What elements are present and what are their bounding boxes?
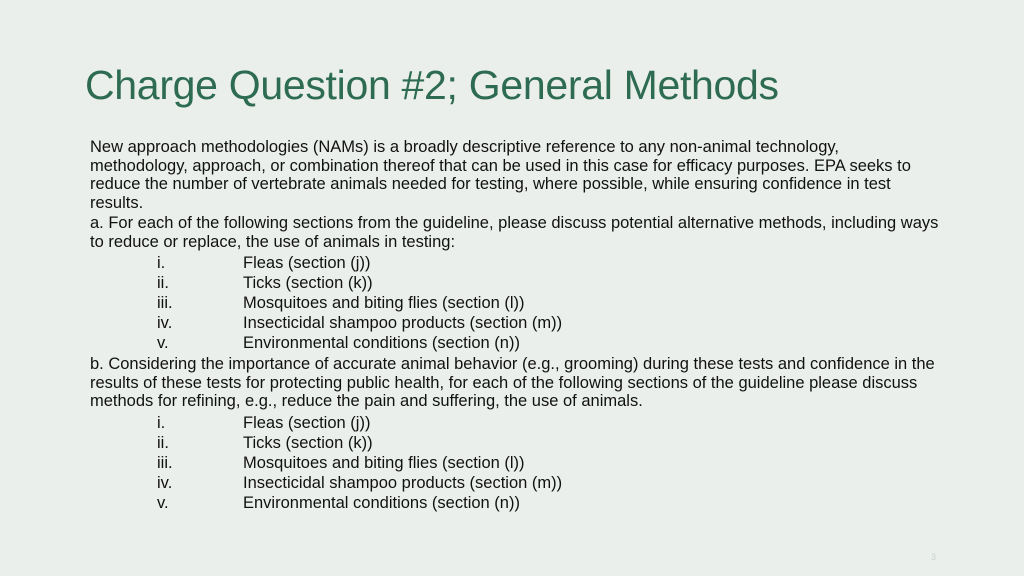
list-item-text: Fleas (section (j))	[243, 254, 371, 272]
list-a	[90, 253, 940, 353]
page-number: 3	[930, 552, 936, 562]
list-item-number: iii.	[157, 294, 173, 312]
list-item-text: Insecticidal shampoo products (section (m))	[243, 314, 563, 332]
list-b	[90, 413, 940, 513]
part-b-paragraph: b. Considering the importance of accurate animal behavior (e.g., grooming) during these tests and confidence in the results of these tests for protecting public health, for each of the following sections of the guideline please discuss methods for refining, e.g., reduce the pain and suffering, the use of animals.	[90, 355, 935, 410]
list-item	[90, 433, 940, 453]
list-item-text: Mosquitoes and biting flies (section (l))	[243, 294, 525, 312]
list-item	[90, 253, 940, 273]
list-item-number: iv.	[157, 473, 173, 492]
list-item-number: iv.	[157, 314, 173, 332]
list-item-text: Environmental conditions (section (n))	[243, 334, 520, 352]
list-item-number: v.	[157, 493, 169, 512]
list-item	[90, 313, 940, 333]
list-item-number: v.	[157, 334, 169, 352]
slide-title: Charge Question #2; General Methods	[85, 62, 779, 108]
list-item-number: ii.	[157, 274, 169, 292]
list-item-number: i.	[157, 254, 166, 272]
slide-body	[90, 138, 940, 515]
list-item	[90, 293, 940, 313]
list-item	[90, 473, 940, 493]
list-item-text: Insecticidal shampoo products (section (m))	[243, 473, 563, 492]
list-item-text: Mosquitoes and biting flies (section (l))	[243, 453, 525, 472]
list-item-text: Ticks (section (k))	[243, 433, 373, 452]
list-item	[90, 333, 940, 353]
list-item-text: Fleas (section (j))	[243, 413, 371, 432]
list-item	[90, 273, 940, 293]
list-item-number: ii.	[157, 433, 169, 452]
list-item-number: i.	[157, 413, 166, 432]
part-a-paragraph: a. For each of the following sections from the guideline, please discuss potential alternative methods, including ways to reduce or replace, the use of animals in testing:	[90, 214, 939, 251]
list-item	[90, 493, 940, 513]
list-item	[90, 453, 940, 473]
list-item-text: Environmental conditions (section (n))	[243, 493, 520, 512]
intro-paragraph: New approach methodologies (NAMs) is a broadly descriptive reference to any non-animal technology, methodology, approach, or combination thereof that can be used in this case for efficacy purposes. EPA seeks to reduce the number of vertebrate animals needed for testing, where possible, while ensuring confidence in test results.	[90, 138, 911, 212]
list-item-number: iii.	[157, 453, 173, 472]
list-item-text: Ticks (section (k))	[243, 274, 373, 292]
list-item	[90, 413, 940, 433]
